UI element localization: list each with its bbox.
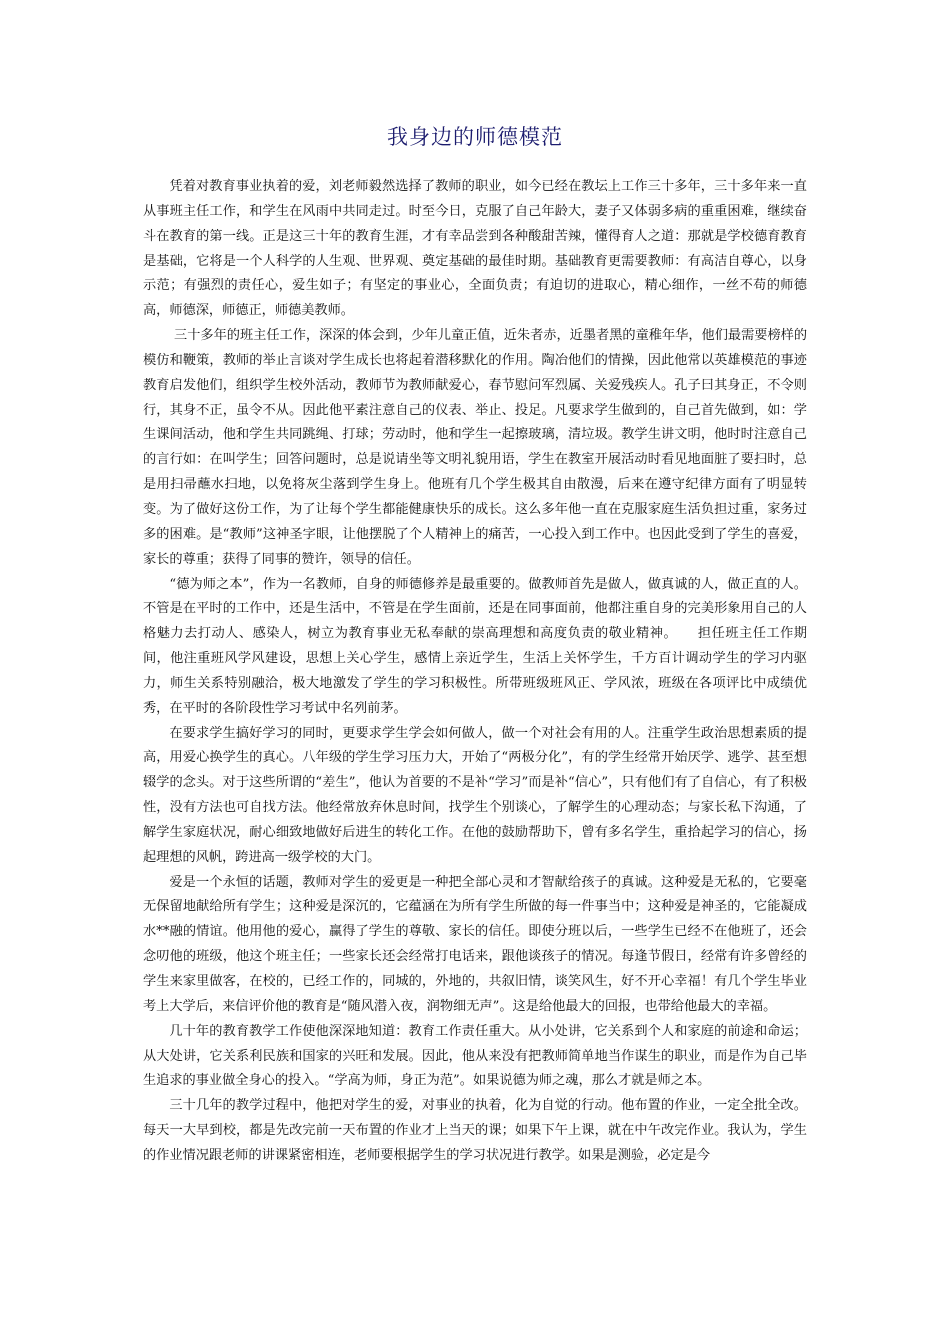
document-body — [143, 175, 807, 1169]
document-title: 我身边的师德模范 — [387, 125, 563, 149]
paragraph: 凭着对教育事业执着的爱，刘老师毅然选择了教师的职业，如今已经在教坛上工作三十多年，三十多年来一直从事班主任工作，和学生在风雨中共同走过。时至今日，克服了自己年龄大，妻子又体弱多病的重重困难，继续奋斗在教育的第一线。正是这三十年的教育生涯，才有幸品尝到各种酸甜苦辣，懂得育人之道：那就是学校德育教育是基础，它将是一个人科学的人生观、世界观、奠定基础的最佳时期。基础教育更需要教师：有高洁自尊心，以身示范；有强烈的责任心，爱生如子；有坚定的事业心，全面负责；有迫切的进取心，精心细作，一丝不苟的师德高，师德深，师德正，师德美教师。 — [143, 179, 807, 319]
paragraph: 三十几年的教学过程中，他把对学生的爱，对事业的执着，化为自觉的行动。他布置的作业，一定全批全改。每天一大早到校，都是先改完前一天布置的作业才上当天的课；如果下午上课，就在中午改完作业。我认为，学生的作业情况跟老师的讲课紧密相连，老师要根据学生的学习状况进行教学。如果是测验，必定是今 — [143, 1098, 807, 1163]
paragraph: “德为师之本”，作为一名教师，自身的师德修养是最重要的。做教师首先是做人，做真诚的人，做正直的人。不管是在平时的工作中，还是生活中，不管是在学生面前，还是在同事面前，他都注重自身的完美形象用自己的人格魅力去打动人、感染人，树立为教育事业无私奉献的崇高理想和高度负责的敬业精神。 担任班主任工作期间，他注重班风学风建设，思想上关心学生，感情上亲近学生，生活上关怀学生，千方百计调动学生的学习内驱力，师生关系特别融洽，极大地激发了学生的学习积极性。所带班级班风正、学风浓，班级在各项评比中成绩优秀，在平时的各阶段性学习考试中名列前茅。 — [143, 576, 807, 716]
paragraph: 三十多年的班主任工作，深深的体会到，少年儿童正值，近朱者赤，近墨者黑的童稚年华，他们最需要榜样的模仿和鞭策，教师的举止言谈对学生成长也将起着潜移默化的作用。陶冶他们的情操，因此他常以英雄模范的事迹教育启发他们，组织学生校外活动，教师节为教师献爱心，春节慰问军烈属、关爱残疾人。孔子曰其身正，不令则行，其身不正，虽令不从。因此他平素注意自己的仪表、举止、投足。凡要求学生做到的，自己首先做到，如：学生课间活动，他和学生共同跳绳、打球；劳动时，他和学生一起擦玻璃，清垃圾。教学生讲文明，他时时注意自己的言行如：在叫学生；回答问题时，总是说请坐等文明礼貌用语，学生在教室开展活动时看见地面脏了要扫时，总是用扫帚蘸水扫地，以免将灰尘落到学生身上。他班有几个学生极其自由散漫，后来在遵守纪律方面有了明显转变。为了做好这份工作，为了让每个学生都能健康快乐的成长。这么多年他一直在克服家庭生活负担过重，家务过多的困难。是“教师”这神圣字眼，让他摆脱了个人精神上的痛苦，一心投入到工作中。也因此受到了学生的喜爱，家长的尊重；获得了同事的赞许，领导的信任。 — [143, 328, 808, 567]
paragraph: 爱是一个永恒的话题，教师对学生的爱更是一种把全部心灵和才智献给孩子的真诚。这种爱是无私的，它要毫无保留地献给所有学生；这种爱是深沉的，它蕴涵在为所有学生所做的每一件事当中；这种爱是神圣的，它能凝成水**融的情谊。他用他的爱心，赢得了学生的尊敬、家长的信任。即使分班以后，一些学生已经不在他班了，还会念叨他的班级，他这个班主任；一些家长还会经常打电话来，跟他谈孩子的情况。每逢节假日，经常有许多曾经的学生来家里做客，在校的，已经工作的，同城的，外地的，共叙旧情，谈笑风生，好不开心幸福！有几个学生毕业考上大学后，来信评价他的教育是“随风潜入夜，润物细无声”。这是给他最大的回报，也带给他最大的幸福。 — [143, 874, 807, 1014]
paragraph: 几十年的教育教学工作使他深深地知道：教育工作责任重大。从小处讲，它关系到个人和家庭的前途和命运；从大处讲，它关系利民族和国家的兴旺和发展。因此，他从来没有把教师简单地当作谋生的职业，而是作为自己毕生追求的事业做全身心的投入。“学高为师，身正为范”。如果说德为师之魂，那么才就是师之本。 — [143, 1023, 807, 1089]
paragraph: 在要求学生搞好学习的同时，更要求学生学会如何做人，做一个对社会有用的人。注重学生政治思想素质的提高，用爱心换学生的真心。八年级的学生学习压力大，开始了“两极分化”，有的学生经常开始厌学、逃学、甚至想辍学的念头。对于这些所谓的“差生”，他认为首要的不是补“学习”而是补“信心”，只有他们有了自信心，有了积极性，没有方法也可自找方法。他经常放弃休息时间，找学生个别谈心，了解学生的心理动态；与家长私下沟通，了解学生家庭状况，耐心细致地做好后进生的转化工作。在他的鼓励帮助下，曾有多名学生，重拾起学习的信心，扬起理想的风帆，跨进高一级学校的大门。 — [143, 725, 807, 865]
